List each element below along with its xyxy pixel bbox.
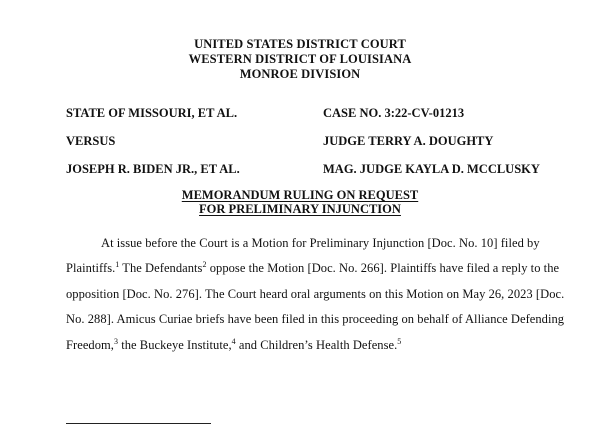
division-name: MONROE DIVISION (239, 67, 361, 81)
court-name: UNITED STATES DISTRICT COURT (194, 37, 406, 51)
judge-name: JUDGE TERRY A. DOUGHTY (323, 134, 494, 148)
footnote-ref-4[interactable]: 4 (231, 337, 236, 346)
body-text: Plaintiffs. (66, 261, 116, 275)
body-line-1: At issue before the Court is a Motion for Preliminary Injunction [Doc. No. 10] filed by (101, 236, 540, 250)
footnote-ref-5[interactable]: 5 (397, 337, 402, 346)
body-text: the Buckeye Institute, (118, 338, 232, 352)
body-line-2 (66, 261, 559, 276)
body-text: and Children’s Health Defense. (235, 338, 398, 352)
versus-label: VERSUS (66, 134, 116, 148)
body-line-4: No. 288]. Amicus Curiae briefs have been filed in this proceeding on behalf of Alliance Defending (66, 312, 565, 326)
body-text: The Defendants (119, 261, 203, 275)
defendant-name: JOSEPH R. BIDEN JR., ET AL. (66, 162, 240, 176)
footnote-ref-1[interactable]: 1 (115, 260, 120, 269)
ruling-title-line1 (0, 188, 600, 202)
district-name: WESTERN DISTRICT OF LOUISIANA (188, 52, 412, 66)
body-line-3: opposition [Doc. No. 276]. The Court heard oral arguments on this Motion on May 26, 2023 [Doc. (66, 287, 565, 301)
plaintiff-name: STATE OF MISSOURI, ET AL. (66, 106, 238, 120)
footnote-ref-2[interactable]: 2 (202, 260, 207, 269)
ruling-title-text2: FOR PRELIMINARY INJUNCTION (199, 202, 401, 216)
body-line-5 (66, 338, 401, 353)
case-number: CASE NO. 3:22-CV-01213 (323, 106, 465, 120)
footnote-ref-3[interactable]: 3 (113, 337, 119, 346)
ruling-title-line2 (0, 202, 600, 216)
magistrate-judge-name: MAG. JUDGE KAYLA D. MCCLUSKY (323, 162, 540, 176)
ruling-title-text1: MEMORANDUM RULING ON REQUEST (181, 188, 419, 202)
body-text: Freedom, (66, 338, 114, 352)
footnote-separator (66, 423, 211, 424)
body-text: oppose the Motion [Doc. No. 266]. Plaintiffs have filed a reply to the (206, 261, 560, 275)
